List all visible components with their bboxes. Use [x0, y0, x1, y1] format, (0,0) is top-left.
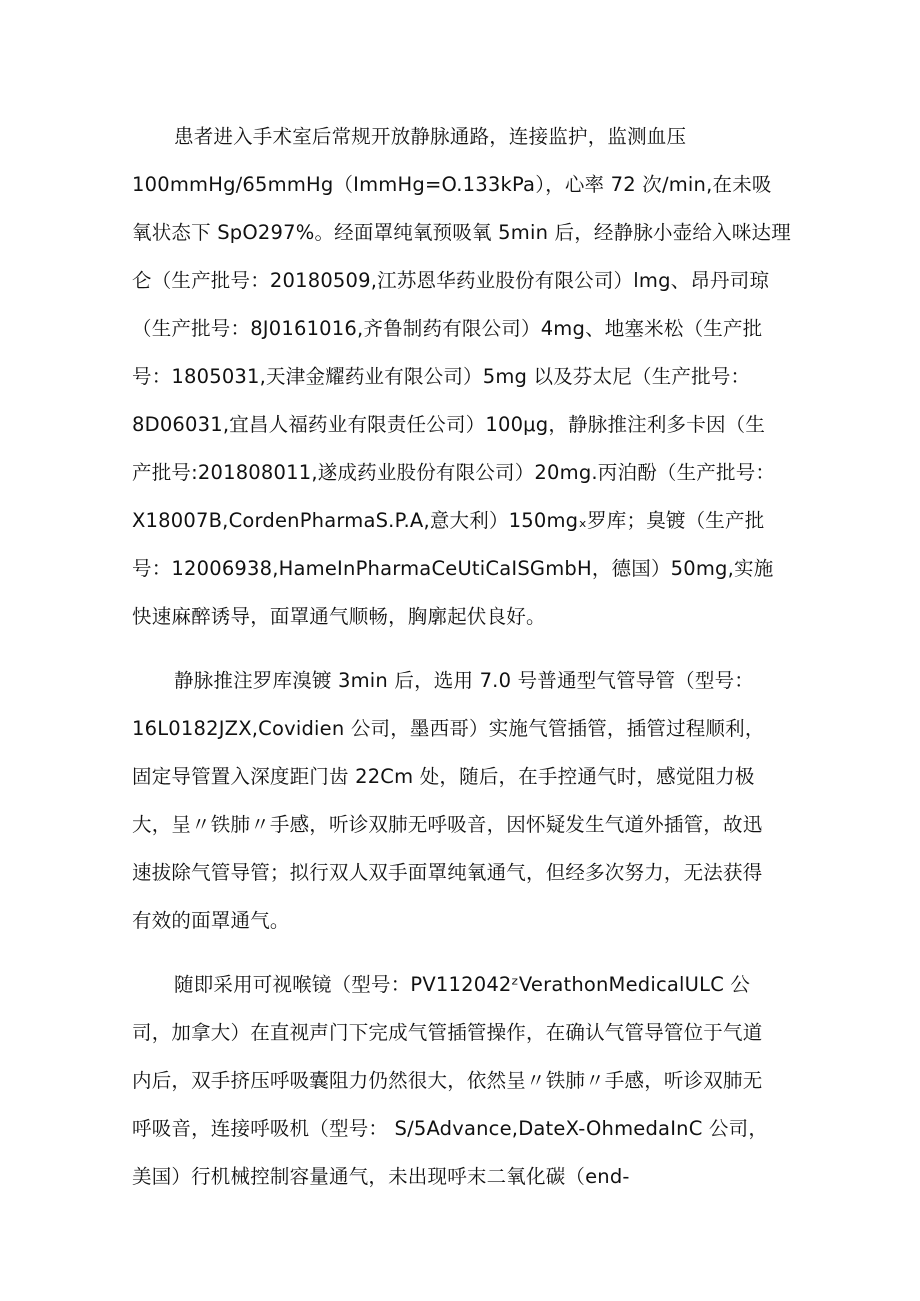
text-line: 内后，双手挤压呼吸囊阻力仍然很大，依然呈〃铁肺〃手感，听诊双肺无	[132, 1069, 763, 1092]
text-line: 速拔除气管导管；拟行双人双手面罩纯氧通气，但经多次努力，无法获得	[132, 861, 763, 884]
text-line: 快速麻醉诱导，面罩通气顺畅，胸廓起伏良好。	[132, 605, 546, 628]
text-line: 呼吸音，连接呼吸机（型号： S∕5Advance,DateX-OhmedaInC 公司，	[132, 1117, 769, 1140]
text-line: 美国）行机械控制容量通气，未出现呼末二氧化碳（end-	[132, 1165, 630, 1188]
text-line: 产批号:201808011,遂成药业股份有限公司）20mg.丙泊酚（生产批号：	[132, 461, 776, 484]
text-line: 患者进入手术室后常规开放静脉通路，连接监护，监测血压	[174, 125, 687, 148]
paragraph-intubation	[132, 657, 792, 945]
text-line: 号：12006938,HameInPharmaCeUtiCaISGmbH，德国）50mg,实施	[132, 557, 774, 580]
text-line: 仑（生产批号：20180509,江苏恩华药业股份有限公司）lmg、昂丹司琼	[132, 269, 770, 292]
text-line: 固定导管置入深度距门齿 22Cm 处，随后，在手控通气时，感觉阻力极	[132, 765, 755, 788]
text-line: 静脉推注罗库溴镀 3min 后，选用 7.0 号普通型气管导管（型号：	[174, 669, 754, 692]
text-line: 大，呈〃铁肺〃手感，听诊双肺无呼吸音，因怀疑发生气道外插管，故迅	[132, 813, 763, 836]
text-line: 氧状态下 SpO297%。经面罩纯氧预吸氧 5min 后，经静脉小壶给入咪达理	[132, 221, 791, 244]
text-line: X18007B,CordenPharmaS.P.A,意大利）150mgₓ罗库；臭镀（生产批	[132, 509, 765, 532]
document-body	[132, 113, 792, 1201]
text-line: 100mmHg∕65mmHg（ImmHg=O.133kPa），心率 72 次∕min,在未吸	[132, 173, 772, 196]
paragraph-video-laryngoscope	[132, 961, 792, 1201]
text-line: 号：1805031,天津金耀药业有限公司）5mg 以及芬太尼（生产批号：	[132, 365, 751, 388]
text-line: 司，加拿大）在直视声门下完成气管插管操作，在确认气管导管位于气道	[132, 1021, 763, 1044]
text-line: 16L0182JZX,Covidien 公司，墨西哥）实施气管插管，插管过程顺利，	[132, 717, 765, 740]
paragraph-spacer	[132, 641, 792, 657]
text-line: 随即采用可视喉镜（型号：PV112042ᶻVerathonMedicalULC 公	[174, 973, 751, 996]
text-line: 有效的面罩通气。	[132, 909, 290, 932]
text-line: 8D06031,宜昌人福药业有限责任公司）100μg，静脉推注利多卡因（生	[132, 413, 766, 436]
paragraph-anesthesia-induction	[132, 113, 792, 641]
text-line: （生产批号：8J0161016,齐鲁制药有限公司）4mg、地塞米松（生产批	[132, 317, 763, 340]
paragraph-spacer	[132, 945, 792, 961]
